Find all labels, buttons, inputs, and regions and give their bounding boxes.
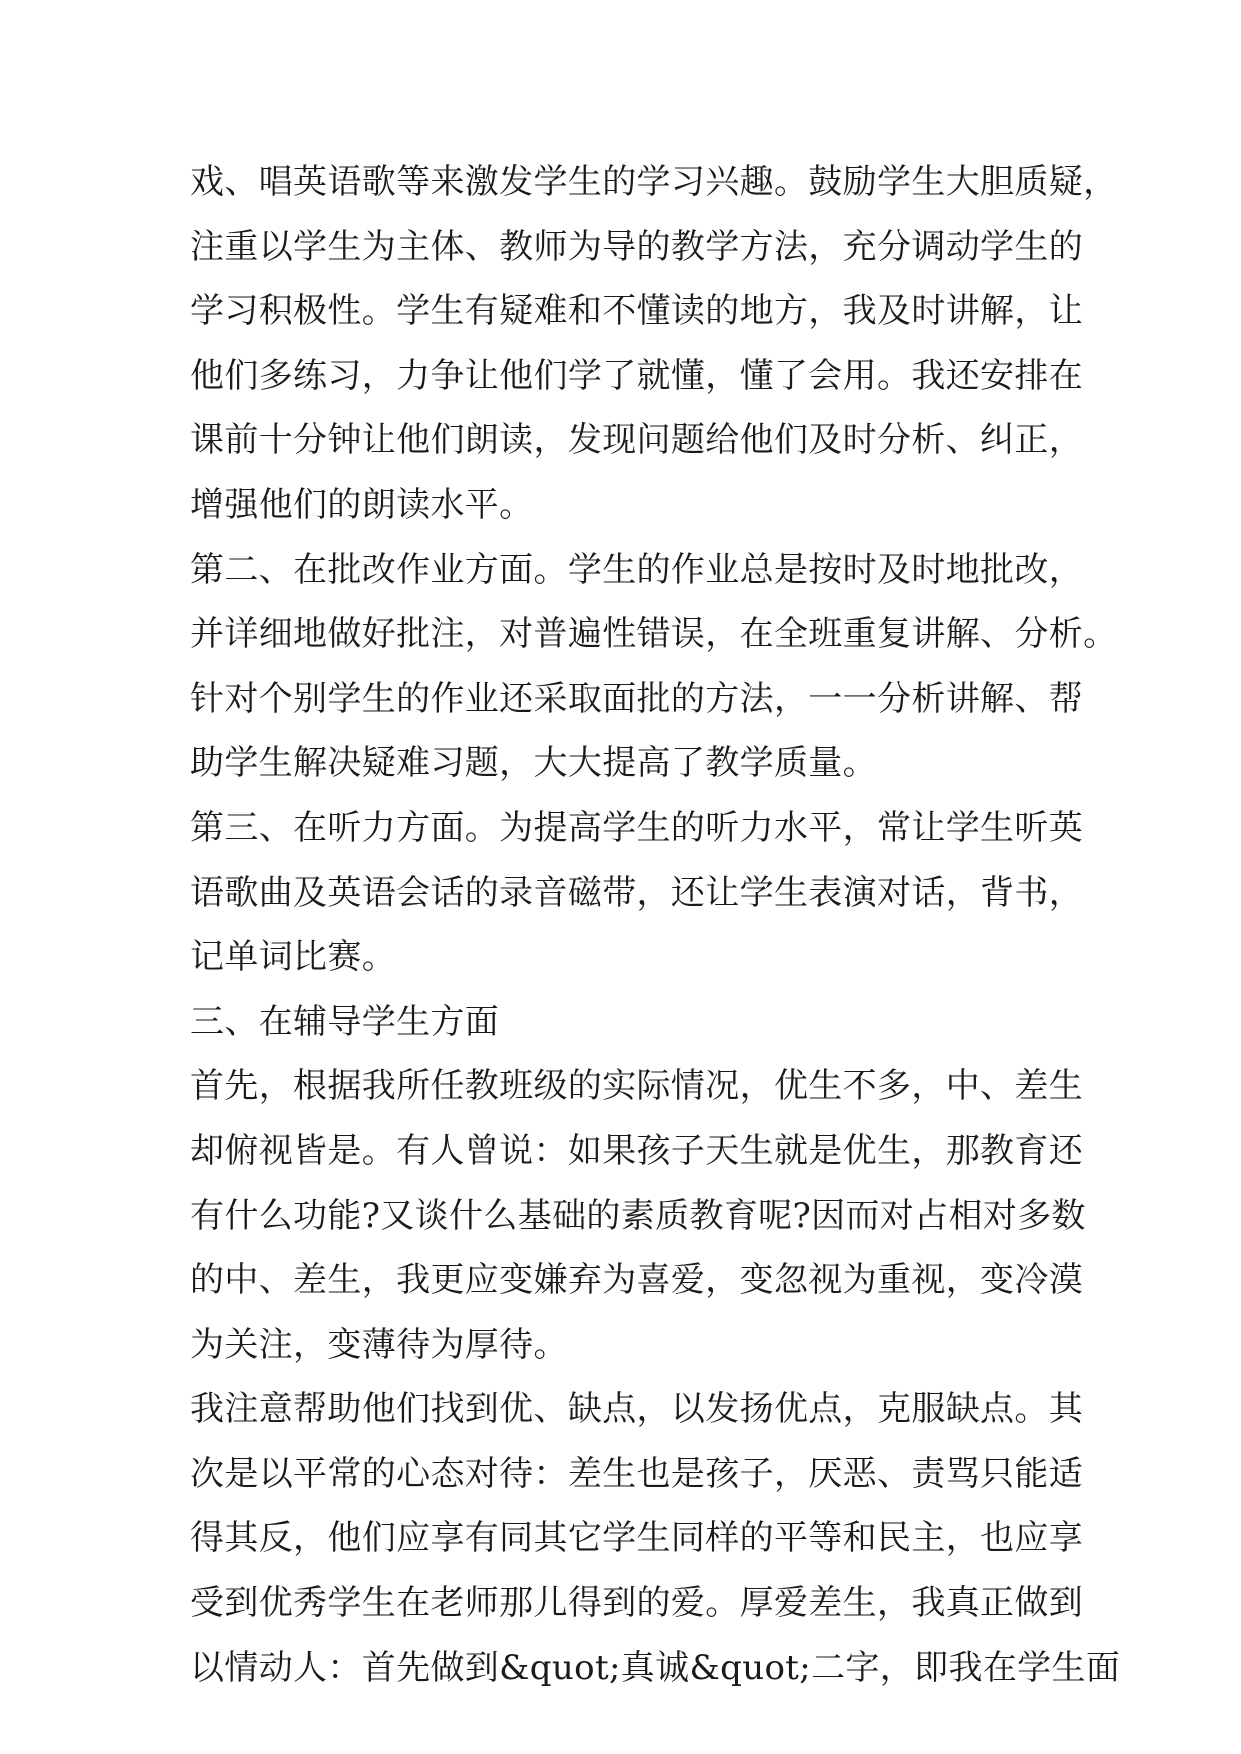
- text-line: 学习积极性。学生有疑难和不懂读的地方，我及时讲解，让: [190, 291, 1084, 332]
- text-line: 受到优秀学生在老师那儿得到的爱。厚爱差生，我真正做到: [190, 1583, 1084, 1624]
- text-line: 第二、在批改作业方面。学生的作业总是按时及时地批改，: [190, 549, 1084, 590]
- text-line: 增强他们的朗读水平。: [190, 484, 534, 525]
- text-line: 他们多练习，力争让他们学了就懂，懂了会用。我还安排在: [190, 355, 1084, 396]
- text-line: 记单词比赛。: [190, 937, 397, 978]
- text-line: 语歌曲及英语会话的录音磁带，还让学生表演对话，背书，: [190, 872, 1084, 913]
- text-line: 得其反，他们应享有同其它学生同样的平等和民主，也应享: [190, 1518, 1084, 1559]
- text-line: 助学生解决疑难习题，大大提高了教学质量。: [190, 743, 877, 784]
- text-line: 戏、唱英语歌等来激发学生的学习兴趣。鼓励学生大胆质疑，: [190, 162, 1118, 202]
- text-line: 为关注，变薄待为厚待。: [190, 1324, 568, 1365]
- text-line: 课前十分钟让他们朗读，发现问题给他们及时分析、纠正，: [190, 420, 1084, 461]
- text-line: 第三、在听力方面。为提高学生的听力水平，常让学生听英: [190, 807, 1084, 848]
- text-line: 首先，根据我所任教班级的实际情况，优生不多，中、差生: [190, 1066, 1084, 1107]
- text-line: 注重以学生为主体、教师为导的教学方法，充分调动学生的: [190, 226, 1084, 267]
- text-line: 有什么功能?又谈什么基础的素质教育呢?因而对占相对多数: [190, 1195, 1086, 1236]
- document-body: [190, 150, 1121, 1700]
- text-line: 针对个别学生的作业还采取面批的方法，一一分析讲解、帮: [190, 678, 1084, 719]
- text-line: 并详细地做好批注，对普遍性错误，在全班重复讲解、分析。: [190, 614, 1118, 655]
- text-line: 却俯视皆是。有人曾说：如果孩子天生就是优生，那教育还: [190, 1130, 1084, 1171]
- text-line: 以情动人：首先做到&quot;真诚&quot;二字，即我在学生面: [190, 1647, 1121, 1688]
- section-heading: 三、在辅导学生方面: [190, 1001, 500, 1042]
- text-line: 我注意帮助他们找到优、缺点，以发扬优点，克服缺点。其: [190, 1389, 1084, 1430]
- text-line: 次是以平常的心态对待：差生也是孩子，厌恶、责骂只能适: [190, 1453, 1084, 1494]
- text-line: 的中、差生，我更应变嫌弃为喜爱，变忽视为重视，变冷漠: [190, 1260, 1084, 1301]
